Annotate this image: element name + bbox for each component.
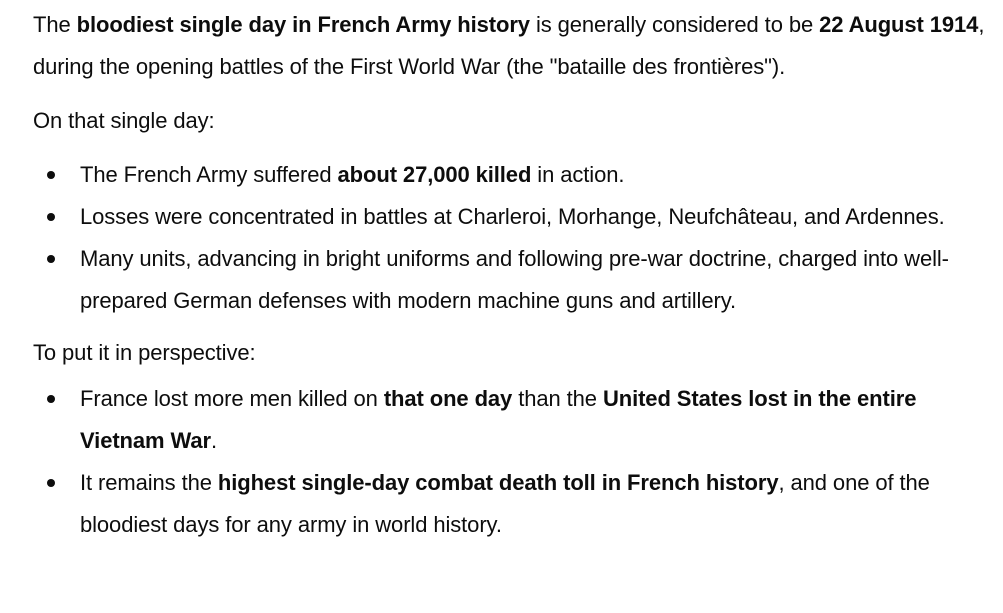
bullet-icon xyxy=(47,255,55,263)
bullet-icon xyxy=(47,171,55,179)
emphasis-death-toll: highest single-day combat death toll in French history xyxy=(217,470,779,495)
list-item: Losses were concentrated in battles at Charleroi, Morhange, Neufchâteau, and Ardennes. xyxy=(33,196,989,238)
list-item: The French Army suffered about 27,000 killed in action. xyxy=(33,154,989,196)
intro-paragraph: The bloodiest single day in French Army history is generally considered to be 22 August 1914, during the opening battles of the First World War (the "bataille des frontières"). xyxy=(33,12,985,79)
emphasis-killed: about 27,000 killed xyxy=(337,162,532,187)
section1-list xyxy=(33,154,989,322)
section2-list xyxy=(33,378,989,546)
section1-lead: On that single day: xyxy=(33,108,215,133)
section2-lead: To put it in perspective: xyxy=(33,340,256,365)
bullet-icon xyxy=(47,213,55,221)
bullet-icon xyxy=(47,479,55,487)
list-item: Many units, advancing in bright uniforms and following pre-war doctrine, charged into well-prepared German defenses with modern machine guns and artillery. xyxy=(33,238,989,322)
emphasis-bloodiest-day: bloodiest single day in French Army history xyxy=(76,12,530,37)
emphasis-date: 22 August 1914 xyxy=(819,12,979,37)
list-item: France lost more men killed on that one day than the United States lost in the entire Vietnam War. xyxy=(33,378,989,462)
bullet-icon xyxy=(47,395,55,403)
list-item: It remains the highest single-day combat death toll in French history, and one of the bloodiest days for any army in world history. xyxy=(33,462,989,546)
emphasis-one-day: that one day xyxy=(383,386,513,411)
emphasis-vietnam: United States lost in the entire Vietnam War xyxy=(80,386,917,453)
